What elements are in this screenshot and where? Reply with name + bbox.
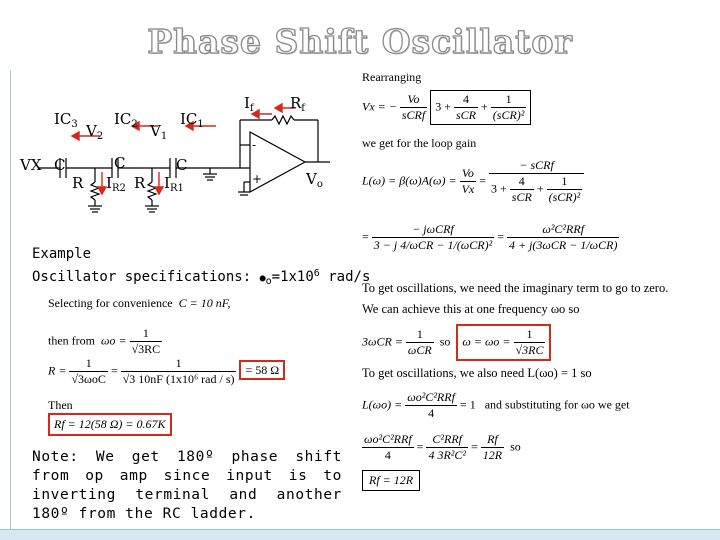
rf-12r-box: Rf = 12R [362,470,420,491]
r-calc-line: R = $\frac{1}{\text{√3ωoC}}$ = $\frac{1}{\text{√3 10nF (1x10⁶ rad / s)}}$ = 58 Ω [48,356,285,387]
loop-gain-equation: L(ω) = β(ω)A(ω) = $\frac{Vo}{Vx}$ = − sCRf 3 + $\frac{4}{\text{sCR}}$ + $\frac{1}{\text{(sCR)²}}$ [362,158,584,205]
ir1-label: $I_{R1}$ [164,174,184,194]
slide-bottom-bar [0,530,720,540]
then-label: Then [48,398,73,412]
vo-label: $V_o$ [306,170,323,190]
circuit-schematic [0,70,360,230]
omega-line: then from ωo = $\frac{1}{√3RC}$ [48,326,161,356]
select-line: Selecting for convenience C = 10 nF, [48,296,231,310]
r2-label: R [72,174,84,192]
opamp-minus: - [252,138,257,152]
loop-gain-label: we get for the loop gain [362,136,477,150]
vx-equation: Vx = − $\frac{Vo}{\text{sCRf}}$ 3 + $\frac{4}{\text{sCR}}$ + $\frac{1}{\text{(sCR)²}}$ [362,90,531,125]
bullet-icon: ● [259,273,266,284]
final-equation: $\frac{\text{ωo²C²RRf}}{4}$ = $\frac{\text{C²RRf}}{\text{4 3R²C²}}$ = $\frac{Rf}{12R}$ so [364,432,521,462]
c2-label: C [114,154,126,172]
example-block [32,245,370,291]
ic1-label: $IC_1$ [180,110,204,130]
r1-label: R [134,174,146,192]
gain-condition-text: To get oscillations, we also need L(ωo) = 1 so [362,366,592,380]
omega-result-box: ω = ωo = $\frac{1}{√3RC}$ [456,324,551,361]
example-spec: Oscillator specifications: $●_o=1x10^6$ rad/s [32,268,371,287]
rf-label: $R_f$ [290,94,305,114]
ic2-label: $IC_2$ [114,110,138,130]
ir2-label: $I_{R2}$ [106,174,126,194]
ic3-label: $IC_3$ [54,110,78,130]
imaginary-zero-text: To get oscillations, we need the imaginary term to go to zero. [362,281,669,295]
example-heading: Example [32,246,92,262]
loop-gain-jw-form: = $\frac{\text{− jωCRf}}{\text{3 − j 4/ωCR − 1/(ωCR)²}}$ = $\frac{\text{ω²C²RRf}}{\text{4 + j(3ωCR − 1/ωCR)}}$ [362,222,618,252]
achieve-text: We can achieve this at one frequency ωo so [362,302,580,316]
r-result-box: = 58 Ω [239,360,285,380]
rf-result-box: Rf = 12(58 Ω) = 0.67K [48,413,172,436]
frequency-condition: 3ωCR = $\frac{1}{\text{ωCR}}$ so ω = ωo = $\frac{1}{√3RC}$ [362,324,551,361]
if-label: $I_f$ [244,94,254,114]
vx-label: VX [20,156,42,174]
c3-label: C [54,156,66,174]
gain-condition-equation: L(ωo) = $\frac{\text{ωo²C²RRf}}{4}$ = 1 and substituting for ωo we get [362,390,630,420]
page-title: Phase Shift Oscillator [147,22,573,61]
v1-label: $V_1$ [150,122,168,142]
opamp-plus: + [252,172,263,186]
v2-label: $V_2$ [86,122,104,142]
c1-label: C [176,156,188,174]
circuit-diagram [0,70,360,230]
note-text: Note: We get 180º phase shift from op amp since input is to inverting terminal and another 180º from the RC ladder. [32,449,342,522]
rearranging-label: Rearranging [362,70,422,84]
